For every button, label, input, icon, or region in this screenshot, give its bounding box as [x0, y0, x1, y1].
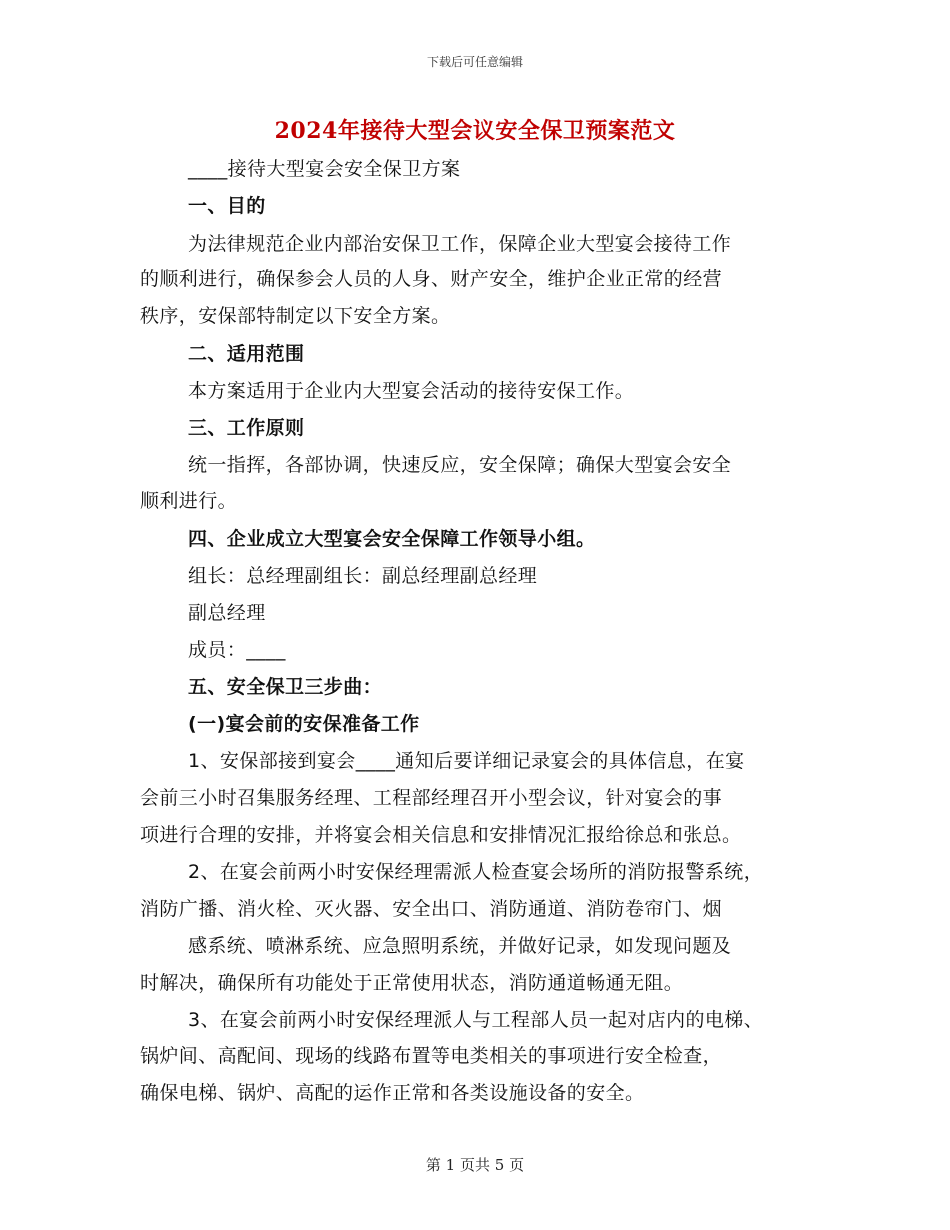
paragraph-line: 消防广播、消火栓、灭火器、安全出口、消防通道、消防卷帘门、烟 [140, 898, 723, 920]
section-heading-principles: 三、工作原则 [188, 417, 305, 439]
paragraph-line: 会前三小时召集服务经理、工程部经理召开小型会议，针对宴会的事 [140, 787, 723, 809]
paragraph-line: 顺利进行。 [140, 490, 238, 512]
paragraph-line: 确保电梯、锅炉、高配的运作正常和各类设施设备的安全。 [140, 1082, 645, 1104]
page-footer: 第 1 页共 5 页 [425, 1156, 525, 1174]
paragraph-line: 感系统、喷淋系统、应急照明系统，并做好记录，如发现问题及 [188, 935, 732, 957]
paragraph-line: 本方案适用于企业内大型宴会活动的接待安保工作。 [188, 380, 635, 402]
paragraph-line: 1、安保部接到宴会____通知后要详细记录宴会的具体信息，在宴 [188, 750, 745, 772]
section-heading-scope: 二、适用范围 [188, 343, 305, 365]
document-title: 2024年接待大型会议安全保卫预案范文 [274, 118, 676, 144]
paragraph-line: 时解决，确保所有功能处于正常使用状态，消防通道畅通无阻。 [140, 972, 684, 994]
section-heading-purpose: 一、目的 [188, 195, 266, 217]
paragraph-line: 成员：____ [188, 639, 286, 661]
paragraph-line: 的顺利进行，确保参会人员的人身、财产安全，维护企业正常的经营 [140, 268, 723, 290]
paragraph-line: 2、在宴会前两小时安保经理需派人检查宴会场所的消防报警系统， [188, 861, 764, 883]
paragraph-line: 副总经理 [188, 602, 266, 624]
paragraph-line: 项进行合理的安排，并将宴会相关信息和安排情况汇报给徐总和张总。 [140, 824, 742, 846]
paragraph-line: 为法律规范企业内部治安保卫工作，保障企业大型宴会接待工作 [188, 233, 732, 255]
section-heading-three-steps: 五、安全保卫三步曲： [188, 676, 383, 698]
subtitle-line: ____接待大型宴会安全保卫方案 [188, 158, 461, 180]
paragraph-line: 锅炉间、高配间、现场的线路布置等电类相关的事项进行安全检查， [140, 1045, 723, 1067]
paragraph-line: 统一指挥，各部协调，快速反应，安全保障；确保大型宴会安全 [188, 454, 732, 476]
subsection-heading-pre-banquet: (一)宴会前的安保准备工作 [188, 713, 420, 735]
page-header: 下载后可任意编辑 [426, 55, 523, 69]
paragraph-line: 3、在宴会前两小时安保经理派人与工程部人员一起对店内的电梯、 [188, 1009, 764, 1031]
section-heading-leadership: 四、企业成立大型宴会安全保障工作领导小组。 [188, 528, 596, 550]
paragraph-line: 组长：总经理副组长：副总经理副总经理 [188, 565, 538, 587]
paragraph-line: 秩序，安保部特制定以下安全方案。 [140, 305, 451, 327]
